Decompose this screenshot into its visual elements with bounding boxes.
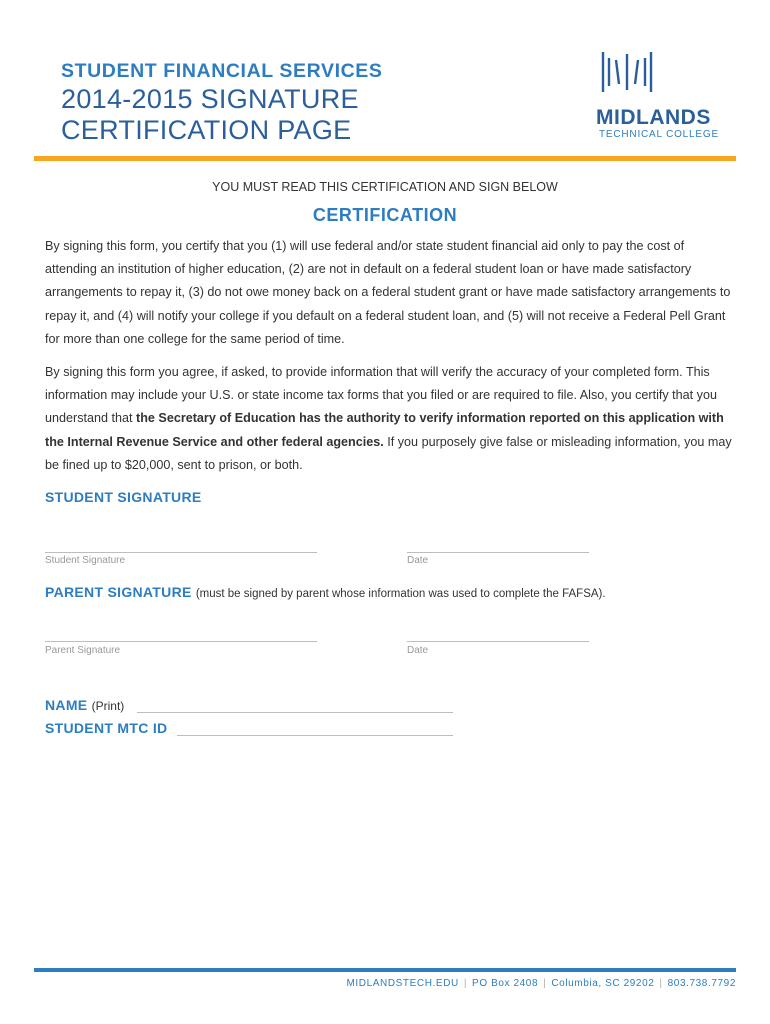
footer-separator: | [463,978,468,989]
student-date-caption: Date [407,555,429,566]
paragraph-2-bold-text: the Secretary of Education has the authority to verify information reported on this application with the Internal Revenue Service and other federal agencies. [45,411,724,449]
page-title-line2: CERTIFICATION PAGE [61,115,352,145]
page-title-line1: 2014-2015 SIGNATURE [61,84,359,114]
name-label-note: (Print) [91,699,125,713]
name-label-text: NAME [45,697,88,713]
footer-phone: 803.738.7792 [667,978,736,989]
logo-bars-icon [600,50,662,94]
student-signature-line[interactable] [45,552,317,553]
name-input-line[interactable] [137,712,453,713]
footer-website: MIDLANDSTECH.EDU [346,978,459,989]
parent-signature-label: PARENT SIGNATURE [45,584,192,600]
student-id-label: STUDENT MTC ID [45,720,168,736]
footer-separator: | [659,978,663,989]
parent-date-line[interactable] [407,641,589,642]
header-divider [34,156,736,161]
parent-signature-heading [45,584,606,600]
certification-heading: CERTIFICATION [312,205,458,225]
name-label [45,697,124,713]
certification-paragraph-1: By signing this form, you certify that you (1) will use federal and/or state student financial aid only to pay the cost of attending an institution of higher education, (2) are not in default on a federal student loan or have made satisfactory arrangements to repay it, (3) do not owe money back on a federal student grant or have made satisfactory arrangements to repay it, and (4) will notify your college if you default on a federal student loan, and (5) will not receive a Federal Pell Grant for more than one college for the same period of time. [45,239,731,346]
student-signature-caption: Student Signature [45,555,126,566]
parent-signature-note: (must be signed by parent whose information was used to complete the FAFSA). [195,588,606,600]
student-date-line[interactable] [407,552,589,553]
footer-po-box: PO Box 2408 [472,978,539,989]
logo-name: MIDLANDS [596,106,711,129]
footer-separator: | [543,978,547,989]
footer-city: Columbia, SC 29202 [551,978,655,989]
footer-contact [346,978,736,989]
parent-signature-line[interactable] [45,641,317,642]
certification-paragraph-2 [45,361,735,477]
paragraph-2-text-start: By signing this form you agree, if asked, to provide information that will verify the accuracy of your completed form. This information may include your U.S. or state income tax forms that you filed or are required to file. Also, you certify that you understand that [45,365,717,426]
college-logo [596,50,719,142]
logo-subname: TECHNICAL COLLEGE [599,129,719,140]
parent-date-caption: Date [407,645,429,656]
parent-signature-caption: Parent Signature [45,645,121,656]
instruction-text: YOU MUST READ THIS CERTIFICATION AND SIGN BELOW [212,180,558,194]
paragraph-2-text-end: If you purposely give false or misleading information, you may be fined up to $20,000, sent to prison, or both. [45,434,732,472]
footer-divider [34,968,736,972]
student-signature-heading: STUDENT SIGNATURE [45,489,202,505]
department-heading: STUDENT FINANCIAL SERVICES [61,60,383,82]
student-id-input-line[interactable] [177,735,453,736]
